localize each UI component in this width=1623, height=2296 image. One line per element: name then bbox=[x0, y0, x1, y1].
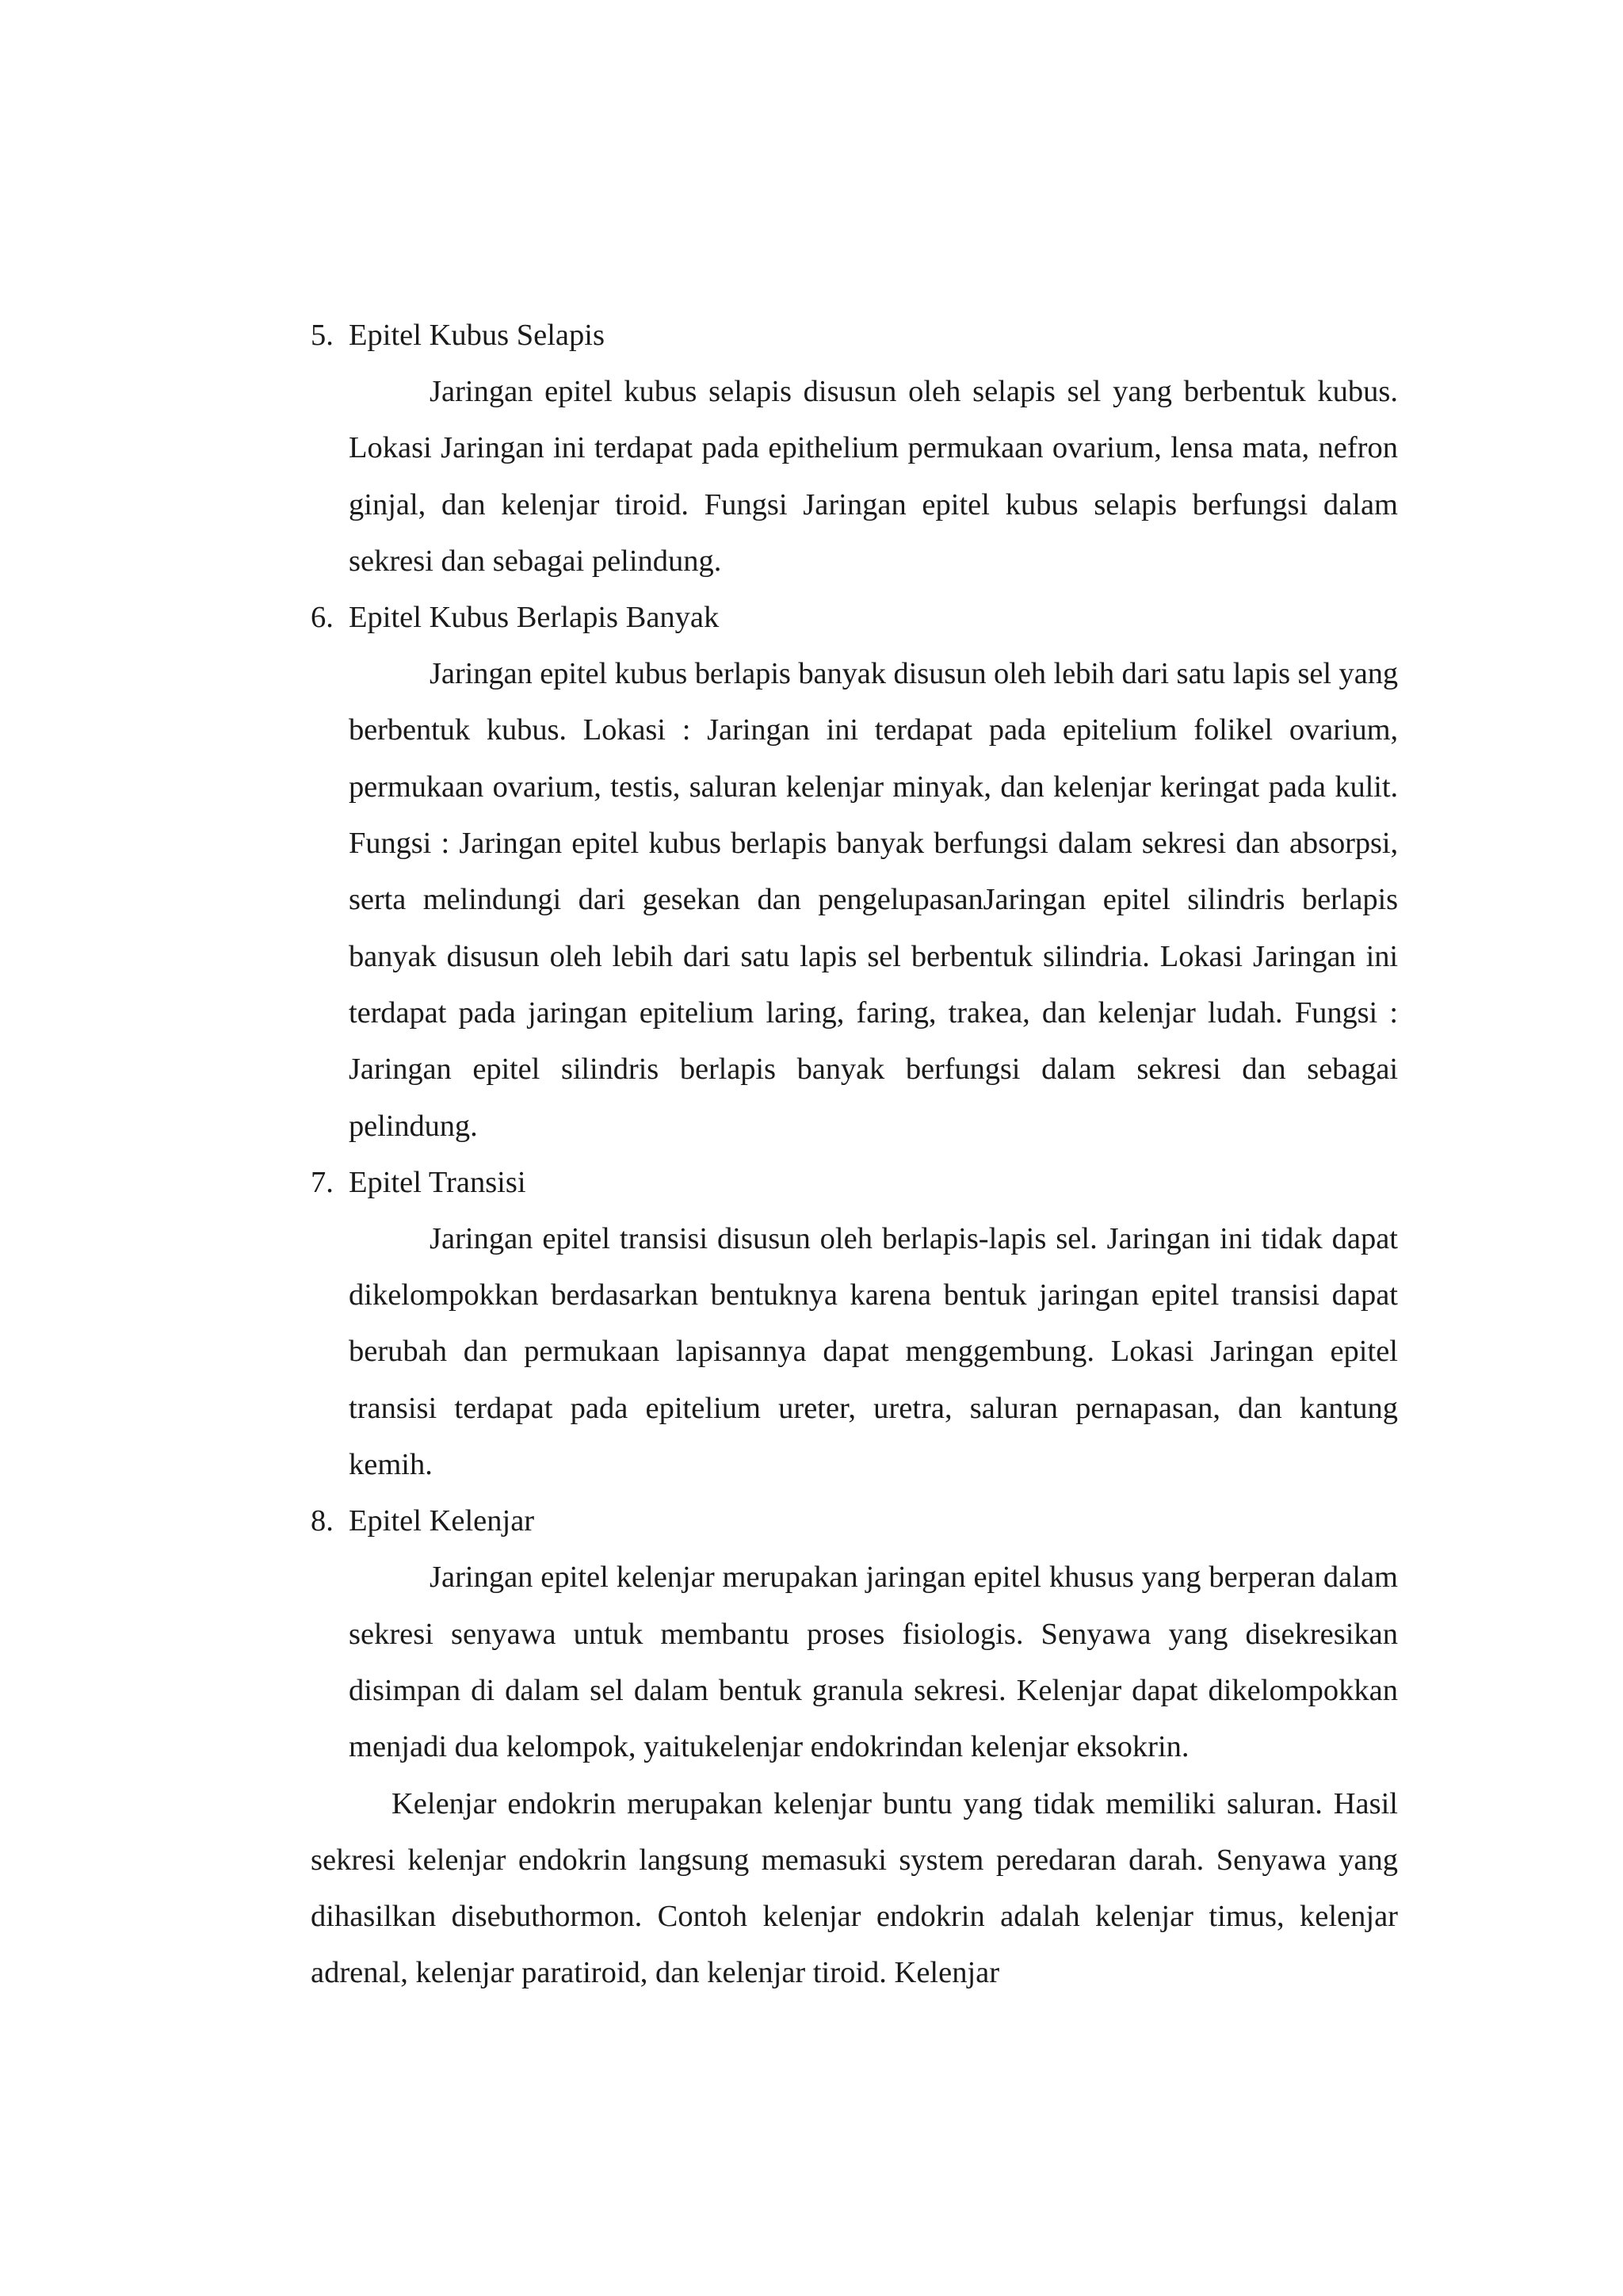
item-paragraph: Jaringan epitel transisi disusun oleh berlapis-lapis sel. Jaringan ini tidak dapat dikelompokkan berdasarkan bentuknya karena bentuk jaringan epitel transisi dapat berubah dan permukaan lapisannya dapat menggembung. Lokasi Jaringan epitel transisi terdapat pada epitelium ureter, uretra, saluran pernapasan, dan kantung kemih. bbox=[349, 1221, 1398, 1482]
item-paragraph: Jaringan epitel kubus selapis disusun oleh selapis sel yang berbentuk kubus. Lokasi Jaringan ini terdapat pada epithelium permukaan ovarium, lensa mata, nefron ginjal, dan kelenjar tiroid. Fungsi Jaringan epitel kubus selapis berfungsi dalam sekresi dan sebagai pelindung. bbox=[349, 375, 1398, 578]
item-title: Epitel Kelenjar bbox=[349, 1504, 535, 1538]
document-content bbox=[311, 308, 1398, 2002]
item-number: 8. bbox=[311, 1504, 334, 1538]
item-heading bbox=[311, 1155, 1398, 1211]
item-number: 5. bbox=[311, 319, 334, 352]
item-number: 7. bbox=[311, 1165, 334, 1199]
item-title: Epitel Kubus Berlapis Banyak bbox=[349, 601, 720, 635]
item-heading bbox=[311, 308, 1398, 364]
list-item bbox=[311, 1155, 1398, 1493]
item-paragraph: Jaringan epitel kubus berlapis banyak disusun oleh lebih dari satu lapis sel yang berbentuk kubus. Lokasi : Jaringan ini terdapat pada epitelium folikel ovarium, permukaan ovarium, testis, saluran kelenjar minyak, dan kelenjar keringat pada kulit. Fungsi : Jaringan epitel kubus berlapis banyak berfungsi dalam sekresi dan absorpsi, serta melindungi dari gesekan dan pengelupasanJaringan epitel silindris berlapis banyak disusun oleh lebih dari satu lapis sel berbentuk silindria. Lokasi Jaringan ini terdapat pada jaringan epitelium laring, faring, trakea, dan kelenjar ludah. Fungsi : Jaringan epitel silindris berlapis banyak berfungsi dalam sekresi dan sebagai pelindung. bbox=[349, 657, 1398, 1143]
closing-paragraph: Kelenjar endokrin merupakan kelenjar buntu yang tidak memiliki saluran. Hasil sekresi kelenjar endokrin langsung memasuki system peredaran darah. Senyawa yang dihasilkan disebuthormon. Contoh kelenjar endokrin adalah kelenjar timus, kelenjar adrenal, kelenjar paratiroid, dan kelenjar tiroid. Kelenjar bbox=[311, 1786, 1398, 1990]
list-item bbox=[311, 308, 1398, 590]
item-heading bbox=[311, 590, 1398, 646]
item-paragraph: Jaringan epitel kelenjar merupakan jaringan epitel khusus yang berperan dalam sekresi senyawa untuk membantu proses fisiologis. Senyawa yang disekresikan disimpan di dalam sel dalam bentuk granula sekresi. Kelenjar dapat dikelompokkan menjadi dua kelompok, yaitukelenjar endokrindan kelenjar eksokrin. bbox=[349, 1561, 1398, 1764]
list-item bbox=[311, 590, 1398, 1155]
item-number: 6. bbox=[311, 601, 334, 635]
item-title: Epitel Transisi bbox=[349, 1165, 526, 1199]
item-title: Epitel Kubus Selapis bbox=[349, 319, 605, 352]
list-item bbox=[311, 1493, 1398, 1775]
item-heading bbox=[311, 1493, 1398, 1549]
